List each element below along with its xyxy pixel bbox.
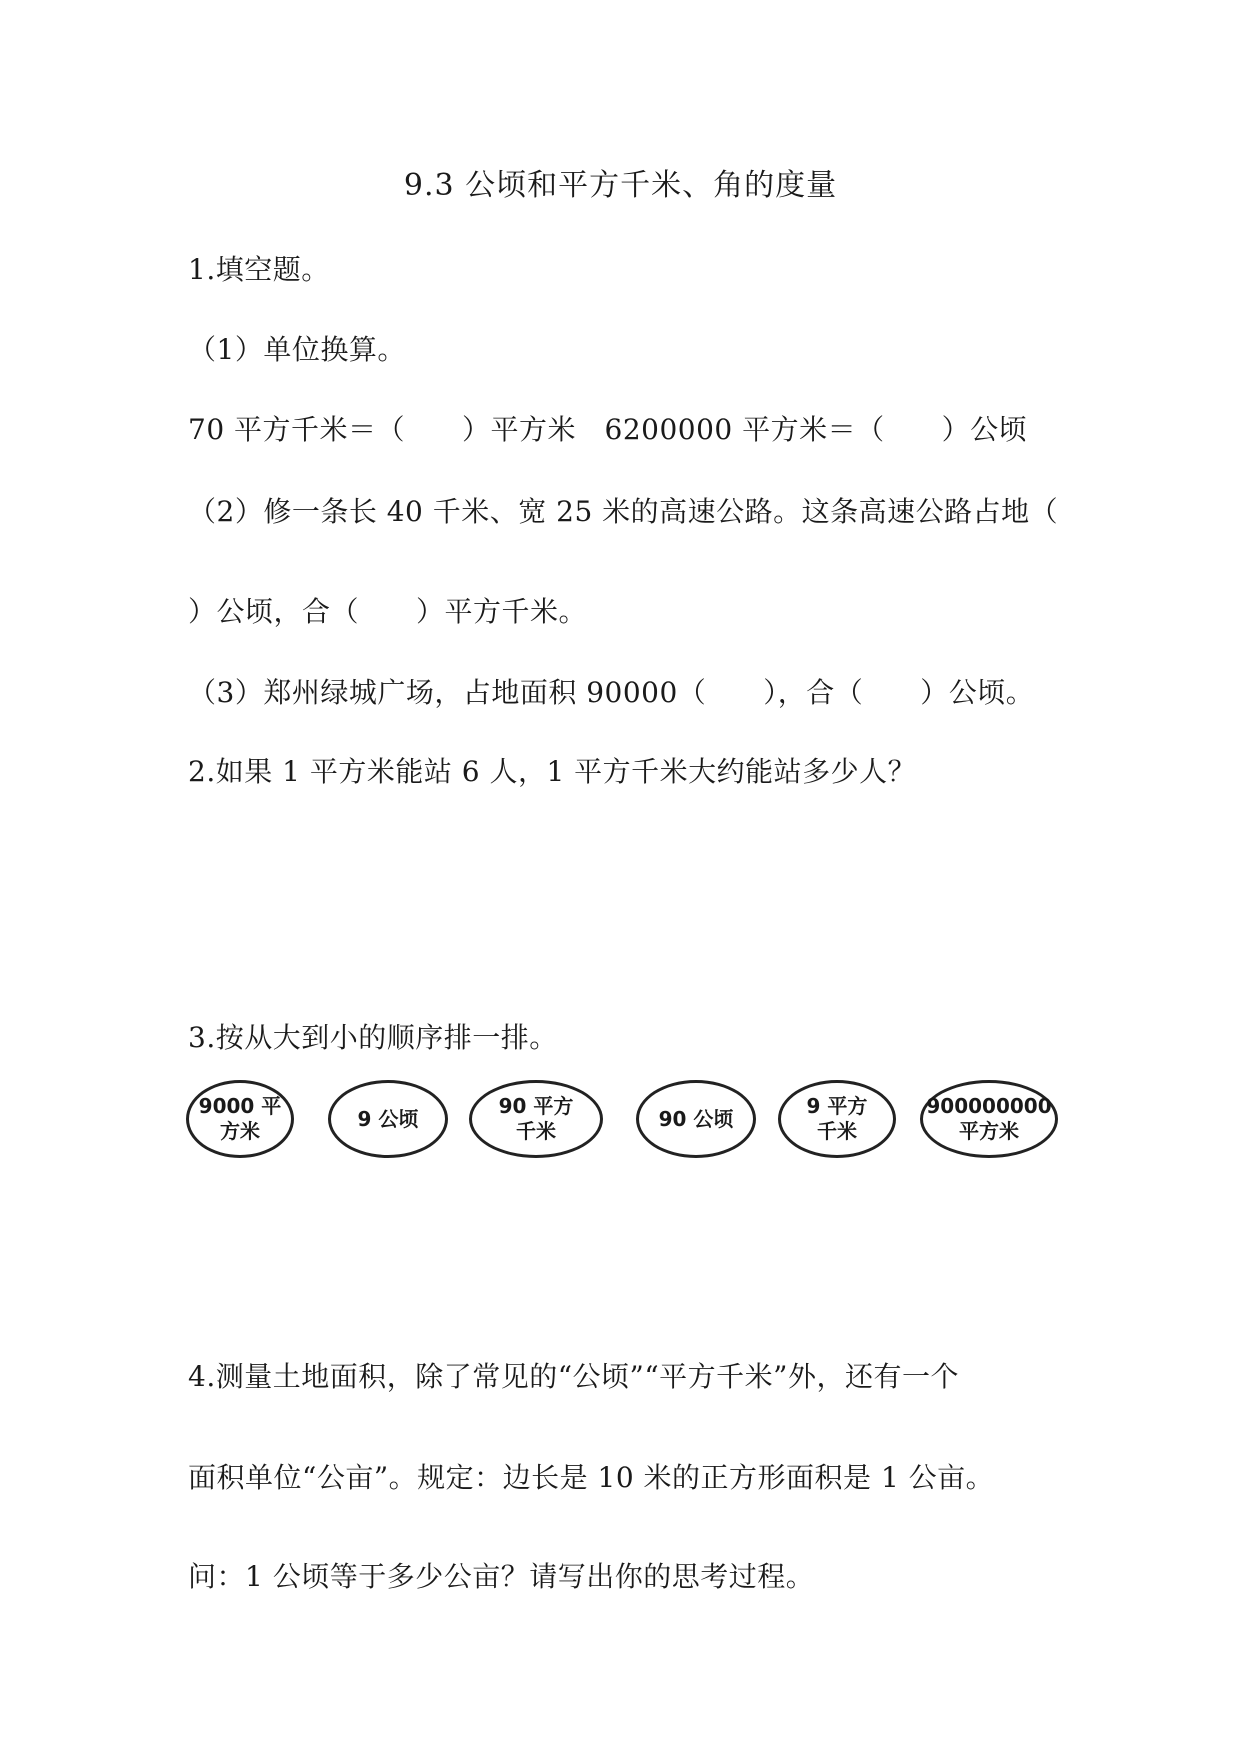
oval-label: 90 平方 千米: [498, 1094, 574, 1143]
question-4-text-line-2: 面积单位“公亩”。规定：边长是 10 米的正方形面积是 1 公亩。: [188, 1461, 995, 1494]
question-4-text-line-3: 问：1 公顷等于多少公亩？请写出你的思考过程。: [188, 1560, 815, 1593]
question-3-text: 3.按从大到小的顺序排一排。: [188, 1021, 558, 1054]
question-2-text: 2.如果 1 平方米能站 6 人，1 平方千米大约能站多少人？: [188, 755, 917, 788]
question-4-text-line-1: 4.测量土地面积，除了常见的“公顷”“平方千米”外，还有一个: [188, 1360, 959, 1393]
question-1-1-text: 70 平方千米＝（ ）平方米 6200000 平方米＝（ ）公顷: [188, 413, 1028, 446]
question-1-3-text: （3）郑州绿城广场，占地面积 90000（ ），合（ ）公顷。: [188, 676, 1035, 709]
oval-item: [328, 1080, 448, 1158]
question-1-1-heading: （1）单位换算。: [188, 333, 406, 366]
oval-item: [469, 1080, 603, 1158]
oval-label: 9 平方 千米: [806, 1094, 868, 1143]
oval-item: [778, 1080, 896, 1158]
page-title: 9.3 公顷和平方千米、角的度量: [403, 168, 838, 203]
oval-label: 9000 平 方米: [198, 1094, 282, 1143]
question-1-2-text-line-1: （2）修一条长 40 千米、宽 25 米的高速公路。这条高速公路占地（: [188, 495, 1059, 528]
ordering-ovals: [186, 1078, 1060, 1168]
oval-label: 900000000 平方米: [926, 1094, 1052, 1143]
question-1-2-text-line-2: ）公顷，合（ ）平方千米。: [188, 595, 588, 628]
question-1-heading: 1.填空题。: [188, 253, 330, 286]
oval-item: [186, 1080, 294, 1158]
oval-item: [636, 1080, 756, 1158]
oval-label: 90 公顷: [658, 1106, 734, 1131]
oval-item: [920, 1080, 1058, 1158]
oval-label: 9 公顷: [357, 1106, 419, 1131]
